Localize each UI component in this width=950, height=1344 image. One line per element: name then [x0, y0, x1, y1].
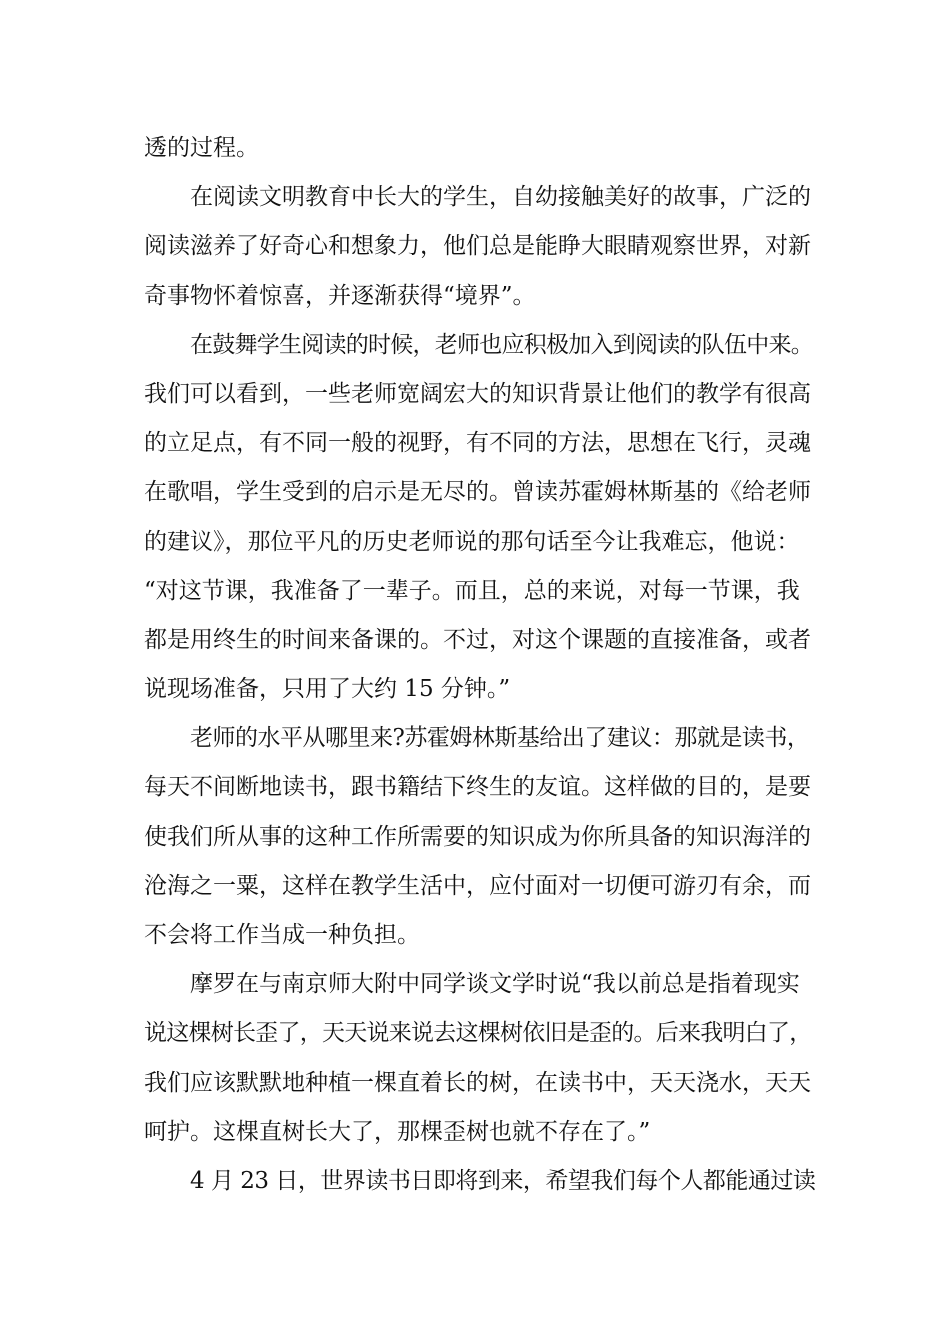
paragraph-first-line: 在阅读文明教育中长大的学生，自幼接触美好的故事，广泛的 — [190, 184, 811, 211]
text-line: 的建议》，那位平凡的历史老师说的那句话至今让我难忘，他说： — [144, 528, 800, 555]
text-line: 每天不间断地读书，跟书籍结下终生的友谊。这样做的目的，是要 — [144, 774, 811, 801]
text-line: 透的过程。 — [144, 135, 259, 161]
text-line: 奇事物怀着惊喜，并逐渐获得“境界”。 — [144, 282, 536, 309]
text-line: 沧海之一粟，这样在教学生活中，应付面对一切便可游刃有余，而 — [144, 872, 811, 899]
text-line: 使我们所从事的这种工作所需要的知识成为你所具备的知识海洋的 — [144, 823, 811, 850]
document-body — [144, 124, 814, 1206]
paragraph-first-line: 4 月 23 日，世界读书日即将到来，希望我们每个人都能通过读 — [190, 1167, 816, 1194]
text-line: 说现场准备，只用了大约 15 分钟。” — [144, 676, 511, 703]
paragraph-first-line: 摩罗在与南京师大附中同学谈文学时说“我以前总是指着现实 — [190, 971, 800, 998]
text-line: 呵护。这棵直树长大了，那棵歪树也就不存在了。” — [144, 1118, 651, 1145]
text-line: 阅读滋养了好奇心和想象力，他们总是能睁大眼睛观察世界，对新 — [144, 233, 811, 260]
paragraph-first-line: 在鼓舞学生阅读的时候，老师也应积极加入到阅读的队伍中来。 — [190, 331, 813, 358]
text-line: 不会将工作当成一种负担。 — [144, 922, 420, 948]
text-line: 说这棵树长歪了，天天说来说去这棵树依旧是歪的。后来我明白了， — [144, 1020, 812, 1047]
text-line: 我们可以看到，一些老师宽阔宏大的知识背景让他们的教学有很高 — [144, 380, 811, 407]
text-line: 都是用终生的时间来备课的。不过，对这个课题的直接准备，或者 — [144, 626, 811, 653]
paragraph-first-line: 老师的水平从哪里来?苏霍姆林斯基给出了建议：那就是读书， — [190, 725, 810, 752]
text-line: 的立足点，有不同一般的视野，有不同的方法，思想在飞行，灵魂 — [144, 430, 811, 457]
text-line: “对这节课，我准备了一辈子。而且，总的来说，对每一节课，我 — [144, 577, 800, 604]
text-line: 我们应该默默地种植一棵直着长的树，在读书中，天天浇水，天天 — [144, 1069, 811, 1096]
text-line: 在歌唱，学生受到的启示是无尽的。曾读苏霍姆林斯基的《给老师 — [144, 479, 811, 506]
